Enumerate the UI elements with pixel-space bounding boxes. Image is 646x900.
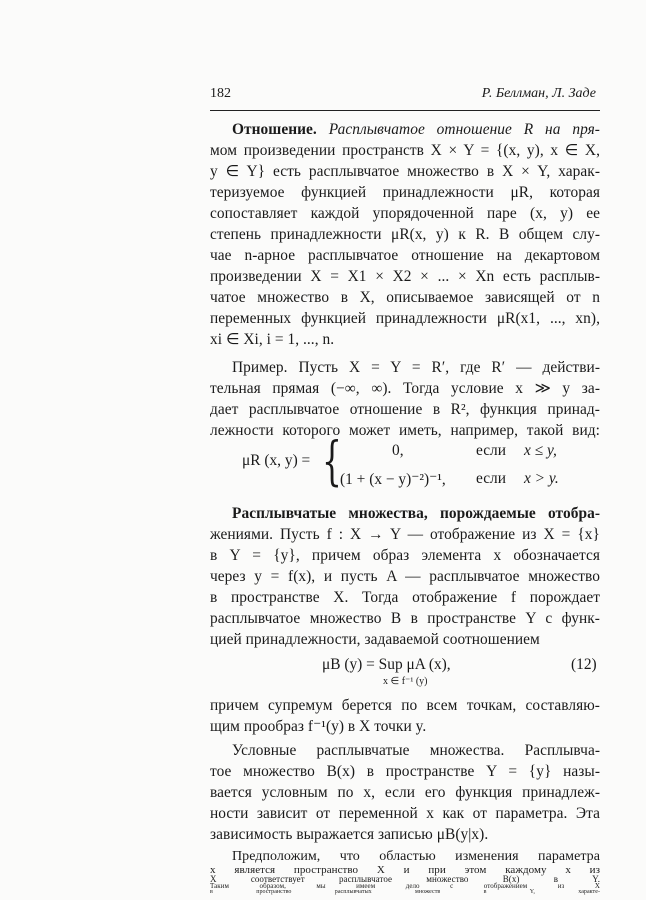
final-line-5: в пространство расплывчатых множеств в Y, характе- xyxy=(210,889,600,895)
relation-line-2: мом произведении пространств X × Y = {(x, y), x ∈ X, xyxy=(210,142,600,159)
brace-symbol: { xyxy=(322,432,342,492)
final-line-3: X соответствует расплывчатое множество B(x) в Y. xyxy=(210,874,600,884)
relation-line-11: xi ∈ Xi, i = 1, ..., n. xyxy=(210,331,335,348)
relation-line-10: переменных функцией принадлежности μR(x1, ..., xn), xyxy=(210,310,600,327)
case1-value: 0, xyxy=(392,442,404,459)
example-line-4: лежности которого может иметь, например, такой вид: xyxy=(210,422,600,439)
page-header xyxy=(210,86,600,111)
running-title: Р. Беллман, Л. Заде xyxy=(481,86,596,101)
conditional-line-1: Условные расплывчатые множества. Расплывча- xyxy=(232,742,600,759)
case1-cond-word: если xyxy=(476,442,506,459)
relation-line-9: чатое множество в X, описываемое зависящей от n xyxy=(210,289,600,306)
mappings-line-4: через y = f(x), и пусть A — расплывчатое множество xyxy=(210,568,600,585)
example-line-1: Пример. Пусть X = Y = R′, где R′ — действи- xyxy=(232,359,600,376)
mappings-line-2: жениями. Пусть f : X → Y — отображение из X = {x} xyxy=(210,526,600,543)
mappings-after-line-1: причем супремум берется по всем точкам, составляю- xyxy=(210,697,600,714)
mappings-line-6: расплывчатое множество B в пространстве Y с функ- xyxy=(210,610,600,627)
final-line-2: x является пространство X и при этом каждому x из xyxy=(210,864,600,876)
final-line-4: Таким образом, мы имеем дело с отображением из X xyxy=(210,882,600,890)
relation-line-7: чае n-арное расплывчатое отношение на декартовом xyxy=(210,247,600,264)
case2-cond: x > y. xyxy=(524,470,559,487)
relation-line-1: Отношение. Расплывчатое отношение R на пря- xyxy=(232,121,600,138)
conditional-line-5: зависимость выражается записью μB(y|x). xyxy=(210,826,489,843)
page-number: 182 xyxy=(210,86,231,101)
sup-formula-subscript: x ∈ f⁻¹ (y) xyxy=(383,676,428,687)
sup-formula-body: μB (y) = Sup μA (x), xyxy=(322,656,451,673)
mappings-line-5: в пространстве X. Тогда отображение f порождает xyxy=(210,589,600,606)
formula-lhs: μR (x, y) = xyxy=(242,452,311,469)
mappings-line-3: в Y = {y}, причем образ элемента x обозначается xyxy=(210,547,600,564)
equation-number: (12) xyxy=(571,656,597,673)
example-line-3: дает расплывчатое отношение в R², функция принад- xyxy=(210,401,600,418)
conditional-line-4: ности зависит от переменной x как от параметра. Эта xyxy=(210,805,600,822)
case1-cond: x ≤ y, xyxy=(524,442,557,459)
case2-cond-word: если xyxy=(476,470,506,487)
relation-line-8: произведении X = X1 × X2 × ... × Xn есть расплыв- xyxy=(210,268,600,285)
relation-line-4: теризуемое функцией принадлежности μR, которая xyxy=(210,184,600,201)
conditional-line-2: тое множество B(x) в пространстве Y = {y} назы- xyxy=(210,763,600,780)
relation-line-6: степень принадлежности μR(x, y) к R. В общем слу- xyxy=(210,226,600,243)
relation-heading: Отношение. xyxy=(232,121,317,138)
example-line-2: тельная прямая (−∞, ∞). Тогда условие x ≫ y за- xyxy=(210,380,600,397)
relation-line-3: y ∈ Y} есть расплывчатое множество в X × Y, харак- xyxy=(210,163,600,180)
mappings-line-7: цией принадлежности, задаваемой соотношением xyxy=(210,631,540,648)
case2-value: (1 + (x − y)⁻²)⁻¹, xyxy=(340,471,446,488)
relation-line-5: сопоставляет каждой упорядоченной паре (x, y) ее xyxy=(210,205,600,222)
conditional-line-3: вается условным по x, если его функция принадлеж- xyxy=(210,784,600,801)
mappings-after-line-2: щим прообраз f⁻¹(y) в X точки y. xyxy=(210,718,427,735)
mappings-line-1: Расплывчатые множества, порождаемые отобра- xyxy=(232,505,600,522)
final-line-1: Предположим, что областью изменения параметра xyxy=(232,849,600,864)
